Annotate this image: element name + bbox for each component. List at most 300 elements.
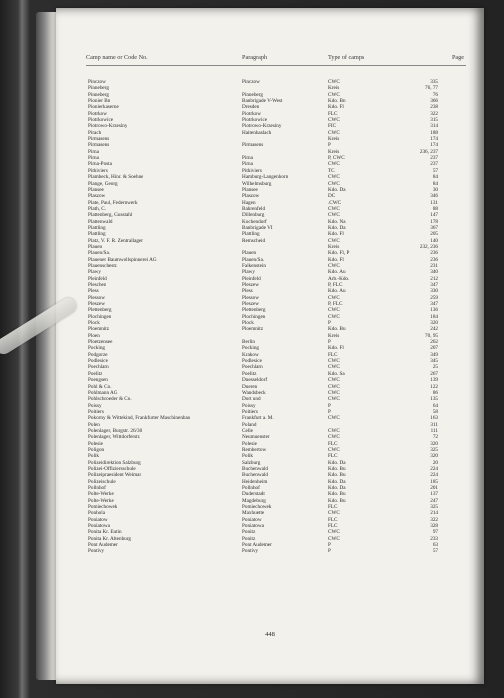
camp-type-cell: CWC <box>328 535 340 542</box>
camp-table-body <box>56 79 484 555</box>
camp-type-cell: P <box>328 548 331 555</box>
camp-type-cell: P <box>328 142 331 149</box>
camp-type-cell: CWC <box>328 377 340 384</box>
paragraph-cell: Heidenheim <box>242 478 268 485</box>
camp-type-cell: Kreis <box>328 85 340 92</box>
camp-name-cell: Poniatowa <box>88 523 110 530</box>
camp-name-cell: Pohlschroeder & Co. <box>88 396 132 403</box>
paragraph-cell: Wandsbeck <box>242 389 266 396</box>
camp-name-cell: Plessow <box>88 294 106 301</box>
paragraph-cell: Neumuenster <box>242 434 270 441</box>
paragraph-cell: Plauen/Sa. <box>242 256 265 263</box>
camp-name-cell: Plochingen <box>88 313 112 320</box>
page-cell: 314 <box>430 123 438 130</box>
camp-name-cell: Piotrkowice <box>88 117 114 124</box>
camp-name-cell: Plawy <box>88 269 101 276</box>
camp-type-cell: CWC <box>328 529 340 536</box>
page-cell: 84 <box>432 180 438 187</box>
camp-name-cell: Polenlager, Wittdorferstr. <box>88 434 141 441</box>
paragraph-cell: Pleszew <box>242 301 259 308</box>
page-cell: 58 <box>432 408 438 415</box>
camp-name-cell: Plange, Georg <box>88 180 118 187</box>
page-cell: 330 <box>430 288 438 295</box>
camp-name-cell: Ploemnitz <box>88 326 110 333</box>
page-cell: 174 <box>430 136 438 143</box>
camp-type-cell: CWC <box>328 358 340 365</box>
camp-type-cell: Kdo. Da <box>328 224 346 231</box>
page-cell: 178 <box>430 218 438 225</box>
camp-name-cell: Plath, C. <box>88 205 107 212</box>
camp-type-cell: Kdo. Na <box>328 218 346 225</box>
page-cell: 340 <box>430 269 438 276</box>
camp-name-cell: Pleschen <box>88 282 107 288</box>
camp-type-cell: Kdo. Da <box>328 186 346 193</box>
page-cell: 184 <box>430 313 438 320</box>
camp-type-cell: Kdo. Bu <box>328 491 346 498</box>
camp-type-cell: CWC <box>328 237 340 244</box>
paragraph-cell: Podlesice <box>242 358 262 365</box>
camp-name-cell: Piotrkow <box>88 110 108 117</box>
camp-name-cell: Pirna <box>88 155 99 162</box>
camp-name-cell: Poissy <box>88 402 102 409</box>
page-cell: 20 <box>432 459 438 466</box>
camp-name-cell: Plattenwald <box>88 218 113 225</box>
camp-name-cell: Pirach <box>88 129 102 136</box>
book-spine <box>36 12 58 680</box>
camp-type-cell: CWC <box>328 396 340 403</box>
camp-type-cell: FLC <box>328 110 338 117</box>
paragraph-cell: Duesseldorf <box>242 377 268 384</box>
paragraph-cell: Dueren <box>242 383 258 390</box>
camp-name-cell: Plate, Paul, Federnwerk <box>88 199 138 206</box>
page-cell: 347 <box>430 301 438 308</box>
page-cell: 236, 237 <box>419 148 438 155</box>
page-cell: 315 <box>430 117 438 124</box>
paragraph-cell: Kochendorf <box>242 218 267 225</box>
page-cell: 201 <box>430 485 438 491</box>
page-cell: 236 <box>430 250 438 257</box>
paragraph-cell: Pirna <box>242 155 253 162</box>
paragraph-cell: Pocking <box>242 345 260 352</box>
paragraph-cell: Poissy <box>242 402 256 409</box>
page-cell: 231 <box>430 262 438 269</box>
paragraph-cell: Haitenhaslach <box>242 129 272 136</box>
camp-name-cell: Platz, V. F. R. Zentrallager <box>88 237 144 244</box>
camp-type-cell: Kdo. Fl <box>328 256 344 263</box>
page-cell: 163 <box>430 415 438 422</box>
paragraph-cell: Plawy <box>242 269 255 276</box>
camp-name-cell: Plauen/Sa. <box>88 250 111 257</box>
page-cell: 367 <box>430 224 438 231</box>
page-cell: 237 <box>430 161 438 168</box>
camp-name-cell: Pleinfeld <box>88 275 107 282</box>
camp-name-cell: Poelitz <box>88 370 103 377</box>
camp-type-cell: P <box>328 408 331 415</box>
camp-name-cell: Plattling <box>88 231 106 238</box>
camp-type-cell: FLC <box>328 504 338 511</box>
camp-name-cell: Polizei-Offiziersschule <box>88 465 136 472</box>
camp-type-cell: Kdo. Da <box>328 478 346 485</box>
page-cell: 185 <box>430 478 438 485</box>
page-cell: 86 <box>432 389 438 396</box>
paragraph-cell: Wilhelmsburg <box>242 180 272 187</box>
page-cell: 174 <box>430 142 438 149</box>
camp-name-cell: Polesie <box>88 440 103 447</box>
paragraph-cell: Magdeburg <box>242 497 266 504</box>
page-cell: 322 <box>430 110 438 117</box>
page-cell: 267 <box>430 370 438 377</box>
camp-name-cell: Ponhola <box>88 510 106 517</box>
header-rule <box>86 65 466 66</box>
page-cell: 224 <box>430 465 438 472</box>
paragraph-cell: Buchenwald <box>242 465 268 472</box>
page-cell: 345 <box>430 358 438 365</box>
page-cell: 238 <box>430 104 438 111</box>
camp-name-cell: Pithiviers <box>88 167 108 174</box>
camp-type-cell: CWC <box>328 262 340 269</box>
paragraph-cell: Falkenstein <box>242 262 266 269</box>
camp-type-cell: CWC <box>328 434 340 441</box>
paragraph-cell: Pinczow <box>242 79 260 85</box>
camp-type-cell: CWC <box>328 79 340 85</box>
camp-name-cell: Pless <box>88 288 99 295</box>
page-cell: 76 <box>432 91 438 98</box>
camp-name-cell: Polizeischule <box>88 478 116 485</box>
camp-name-cell: Pinczow <box>88 79 106 85</box>
camp-type-cell: P, CWC <box>328 155 345 162</box>
camp-name-cell: Pohl & Co. <box>88 383 112 390</box>
camp-name-cell: Plauener Baumwollspinnerei AG <box>88 256 157 263</box>
paragraph-cell: Bahrenfeld <box>242 205 266 212</box>
camp-type-cell: Kdo. Fl <box>328 231 344 238</box>
camp-type-cell: CWC <box>328 364 340 371</box>
camp-type-cell: CWC <box>328 415 340 422</box>
camp-type-cell: CWC <box>328 174 340 181</box>
page-cell: 57 <box>432 548 438 555</box>
camp-type-cell: P, FLC <box>328 301 343 308</box>
camp-name-cell: Pionierkaserne <box>88 104 119 111</box>
camp-type-cell: Kreis <box>328 148 340 155</box>
camp-name-cell: Pirmasens <box>88 136 110 143</box>
paragraph-cell: Polesie <box>242 440 257 447</box>
camp-type-cell: Arb.-Kdo. <box>328 275 350 282</box>
paragraph-cell: Duderstadt <box>242 491 265 498</box>
paragraph-cell: Poelitz <box>242 370 257 377</box>
camp-name-cell: Plattenberg, Gusstahl <box>88 212 133 219</box>
page-cell: 25 <box>432 364 438 371</box>
camp-type-cell: CWC <box>328 117 340 124</box>
camp-name-cell: Plauenschestr. <box>88 262 118 269</box>
camp-name-cell: Podlesice <box>88 358 108 365</box>
camp-type-cell: P <box>328 542 331 549</box>
paragraph-cell: Poitiers <box>242 408 258 415</box>
camp-type-cell: CWC <box>328 383 340 390</box>
page-cell: 97 <box>432 529 438 536</box>
camp-name-cell: Pleszew <box>88 301 105 308</box>
page-cell: 322 <box>430 516 438 523</box>
page-cell: 207 <box>430 345 438 352</box>
camp-type-cell: Kdo. Fl <box>328 345 344 352</box>
camp-type-cell: Kdo. Fl, P <box>328 250 350 257</box>
paragraph-cell: Polik <box>242 453 253 460</box>
paragraph-cell: Piotrowo-Krzesiny <box>242 123 282 130</box>
camp-type-cell: P, FLC <box>328 282 343 288</box>
page-cell: 366 <box>430 98 438 105</box>
page-cell: 139 <box>430 377 438 384</box>
camp-name-cell: Pirna <box>88 148 99 155</box>
paragraph-cell: Piotrkow <box>242 110 262 117</box>
paragraph-cell: Poniatow <box>242 516 262 523</box>
page-cell: 136 <box>430 307 438 314</box>
camp-type-cell: Kdo. Bu <box>328 497 346 504</box>
header-type-of-camps: Type of camps <box>328 54 365 61</box>
camp-name-cell: Pontivy <box>88 548 105 555</box>
camp-type-cell: CWC <box>328 180 340 187</box>
page-cell: 259 <box>430 294 438 301</box>
page-cell: 346 <box>430 193 438 200</box>
camp-name-cell: Polte-Werke <box>88 497 114 504</box>
camp-type-cell: CWC <box>328 212 340 219</box>
page-cell: 242 <box>430 326 438 333</box>
camp-name-cell: Polizeipraesident Weimar <box>88 472 142 479</box>
camp-type-cell: CWC <box>328 313 340 320</box>
paragraph-cell: Pontivy <box>242 548 259 555</box>
camp-name-cell: Poligon <box>88 446 105 453</box>
paragraph-cell: Pirna <box>242 161 253 168</box>
camp-name-cell: Poitiers <box>88 408 104 415</box>
camp-type-cell: FIC <box>328 123 337 130</box>
paragraph-cell: Ploemnitz <box>242 326 264 333</box>
camp-type-cell: Kdo. Bn <box>328 98 346 105</box>
paragraph-cell: Salzburg <box>242 459 261 466</box>
camp-type-cell: P <box>328 339 331 346</box>
paragraph-cell: Dillenburg <box>242 212 265 219</box>
page-cell: 30 <box>432 186 438 193</box>
camp-name-cell: Polizeidirektion Salzburg <box>88 459 141 466</box>
camp-name-cell: Pinneberg <box>88 91 109 98</box>
page-cell: 347 <box>430 282 438 288</box>
camp-type-cell: CWC <box>328 307 340 314</box>
camp-type-cell: CWC <box>328 446 340 453</box>
camp-name-cell: Poechlarn <box>88 364 109 371</box>
camp-type-cell: CWC <box>328 510 340 517</box>
camp-type-cell: CWC <box>328 427 340 434</box>
page-cell: 233 <box>430 535 438 542</box>
paragraph-cell: Poniatowa <box>242 523 264 530</box>
camp-type-cell: FLC <box>328 453 338 460</box>
paragraph-cell: Hamburg-Langenhorn <box>242 174 289 181</box>
paragraph-cell: Dort und <box>242 396 261 403</box>
page-cell: 349 <box>430 351 438 358</box>
page-cell: 76, 77 <box>425 85 438 92</box>
camp-name-cell: Plettenberg <box>88 307 112 314</box>
camp-type-cell: CWC <box>328 389 340 396</box>
camp-name-cell: Plaszow <box>88 193 106 200</box>
camp-name-cell: Plansee <box>88 186 104 193</box>
camp-name-cell: Poniatow <box>88 516 108 523</box>
page-cell: 236 <box>430 256 438 263</box>
page-cell: 224 <box>430 472 438 479</box>
page-cell: 72 <box>432 434 438 441</box>
paragraph-cell: Piotrkowice <box>242 117 268 124</box>
paragraph-cell: Poechlarn <box>242 364 263 371</box>
camp-name-cell: Plattling <box>88 224 106 231</box>
page-cell: 212 <box>430 275 438 282</box>
paragraph-cell: Plock <box>242 320 254 327</box>
camp-type-cell: CWC <box>328 129 340 136</box>
camp-name-cell: Ponita Kr. Eutin <box>88 529 122 536</box>
page-cell: 311 <box>430 421 438 428</box>
page-cell: 88 <box>432 205 438 212</box>
page-cell: 328 <box>430 523 438 530</box>
camp-name-cell: Pohlmann AG <box>88 389 118 396</box>
camp-name-cell: Piotrowo-Krzesiny <box>88 123 128 130</box>
paragraph-cell: Celle <box>242 427 253 434</box>
page-cell: 131 <box>430 199 438 206</box>
camp-type-cell: .CWC <box>328 199 342 206</box>
page-cell: 64 <box>432 402 438 409</box>
page-cell: 135 <box>430 396 438 403</box>
page-cell: 247 <box>430 497 438 504</box>
camp-type-cell: P <box>328 320 331 327</box>
camp-name-cell: Polen <box>88 421 100 428</box>
paragraph-cell: Pinneberg <box>242 91 263 98</box>
camp-name-cell: Pirna-Posta <box>88 161 112 168</box>
paragraph-cell: Plauen <box>242 250 257 257</box>
paragraph-cell: Ponitz <box>242 529 256 536</box>
camp-type-cell: Kdo. Sa <box>328 370 345 377</box>
page-cell: 137 <box>430 491 438 498</box>
paragraph-cell: Pollnhof <box>242 485 260 491</box>
camp-type-cell: Kdo. Au <box>328 269 346 276</box>
paragraph-cell: Pithiviers <box>242 167 262 174</box>
page-cell: 262 <box>430 339 438 346</box>
camp-name-cell: Pionier Bn <box>88 98 111 105</box>
paragraph-cell: Pomiechowek <box>242 504 272 511</box>
camp-name-cell: Plock <box>88 320 100 327</box>
camp-name-cell: Podgorze <box>88 351 108 358</box>
paragraph-cell: Pleinfeld <box>242 275 261 282</box>
camp-type-cell: Kdo. Fl <box>328 104 344 111</box>
camp-type-cell: CWC <box>328 161 340 168</box>
paragraph-cell: Frankfurt a. M. <box>242 415 274 422</box>
paragraph-cell: Banbrigade V-West <box>242 98 283 105</box>
paragraph-cell: Plochingen <box>242 313 266 320</box>
paragraph-cell: Plattling <box>242 231 260 238</box>
camp-name-cell: Pocking <box>88 345 106 352</box>
camp-name-cell: Pirmasens <box>88 142 110 149</box>
camp-type-cell: TC <box>328 167 335 174</box>
camp-name-cell: Polenlager, Burgstr. 26/30 <box>88 427 143 434</box>
camp-type-cell: Kreis <box>328 332 340 339</box>
camp-name-cell: Pokorny & Wittekind, Frankfurter Maschinenbau <box>88 415 191 422</box>
page-cell: 320 <box>430 440 438 447</box>
camp-type-cell: FLC <box>328 351 338 358</box>
camp-type-cell: DC <box>328 193 336 200</box>
paragraph-cell: Plaszow <box>242 193 260 200</box>
page-cell: 237 <box>430 155 438 162</box>
paragraph-cell: Buchenwald <box>242 472 268 479</box>
table-row <box>56 548 484 554</box>
camp-type-cell: Kreis <box>328 243 340 250</box>
page-cell: 205 <box>430 231 438 238</box>
page-cell: 57 <box>432 167 438 174</box>
page-cell: 122 <box>430 383 438 390</box>
paragraph-cell: Ponitz <box>242 535 256 542</box>
paragraph-cell: Pirmasens <box>242 142 264 149</box>
camp-name-cell: Ploen <box>88 332 100 339</box>
camp-name-cell: Polik <box>88 453 99 460</box>
camp-type-cell: Kdo. Da <box>328 485 346 491</box>
camp-name-cell: Plauen <box>88 243 103 250</box>
page-cell: 84 <box>432 174 438 181</box>
page-cell: 325 <box>430 504 438 511</box>
camp-name-cell: Poengsen <box>88 377 108 384</box>
page-cell: 111 <box>430 427 438 434</box>
camp-type-cell: FLC <box>328 516 338 523</box>
paragraph-cell: Maxhuette <box>242 510 265 517</box>
page-cell: 147 <box>430 212 438 219</box>
paragraph-cell: Rembertow <box>242 446 267 453</box>
page-sheet <box>56 8 484 684</box>
paragraph-cell: Krakow <box>242 351 259 358</box>
page-cell: 232, 236 <box>419 243 438 250</box>
paragraph-cell: Poland <box>242 421 257 428</box>
page-cell: 325 <box>430 446 438 453</box>
paragraph-cell: Dresden <box>242 104 260 111</box>
camp-name-cell: Pinneberg <box>88 85 109 92</box>
header-paragraph: Paragraph <box>242 54 268 61</box>
page-cell: 214 <box>430 510 438 517</box>
paragraph-cell: Pless <box>242 288 253 295</box>
camp-type-cell: CWC <box>328 294 340 301</box>
camp-type-cell: Kdo. Da <box>328 459 346 466</box>
paragraph-cell: Banbrigade VI <box>242 224 273 231</box>
camp-type-cell: Kdo. Bu <box>328 472 346 479</box>
camp-name-cell: Pollnhof <box>88 485 106 491</box>
camp-name-cell: Plambeck, Hinr. & Soehne <box>88 174 144 181</box>
page-cell: 320 <box>430 320 438 327</box>
camp-name-cell: Pomiechowek <box>88 504 118 511</box>
paragraph-cell: Hagen <box>242 199 256 206</box>
paragraph-cell: Plansee <box>242 186 258 193</box>
camp-type-cell: FLC <box>328 440 338 447</box>
camp-type-cell: Kdo. Bu <box>328 465 346 472</box>
camp-name-cell: Ponita Kr. Altenburg <box>88 535 131 542</box>
header-page: Page <box>451 54 464 61</box>
page-cell: 320 <box>430 453 438 460</box>
paragraph-cell: Berlin <box>242 339 255 346</box>
paragraph-cell: Plessow <box>242 294 260 301</box>
camp-type-cell: FLC <box>328 523 338 530</box>
paragraph-cell: Plettenberg <box>242 307 266 314</box>
camp-name-cell: Ploetzensee <box>88 339 113 346</box>
camp-type-cell: CWC <box>328 205 340 212</box>
page-cell: 188 <box>430 129 438 136</box>
paragraph-cell: Pont Audemer <box>242 542 272 549</box>
camp-name-cell: Polte-Werke <box>88 491 114 498</box>
camp-type-cell: CWC <box>328 91 340 98</box>
paragraph-cell: Remscheid <box>242 237 266 244</box>
page-cell: 63 <box>432 542 438 549</box>
page-cell: 140 <box>430 237 438 244</box>
camp-type-cell: Kdo. Au <box>328 288 346 295</box>
camp-type-cell: Kreis <box>328 136 340 143</box>
camp-type-cell: P <box>328 402 331 409</box>
page-number: 448 <box>265 631 275 638</box>
page-cell: 70, 95 <box>425 332 438 339</box>
paragraph-cell: Pleszew <box>242 282 259 288</box>
